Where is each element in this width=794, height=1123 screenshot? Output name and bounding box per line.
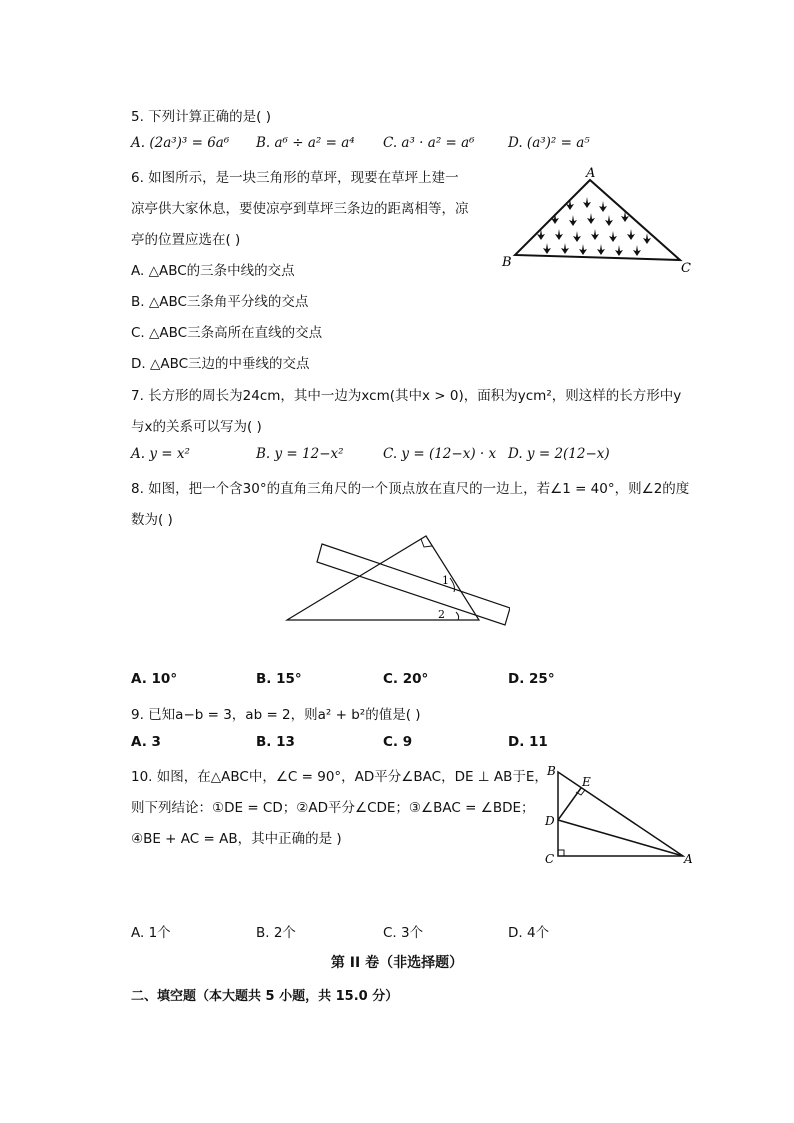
q6-option-a: A. △ABC的三条中线的交点 bbox=[131, 263, 295, 279]
q10-label-c: C bbox=[545, 852, 555, 866]
q9-option-b: B. 13 bbox=[256, 734, 295, 750]
q5-option-a: A. (2a³)³ = 6a⁶ bbox=[131, 135, 230, 151]
angle-2-label: 2 bbox=[438, 608, 445, 621]
q7-stem-line2: 与x的关系可以写为( ) bbox=[131, 419, 262, 435]
q6-option-d: D. △ABC三边的中垂线的交点 bbox=[131, 356, 310, 372]
q9-option-a: A. 3 bbox=[131, 734, 161, 750]
q10-stem-line1: 10. 如图，在△ABC中，∠C = 90°，AD平分∠BAC，DE ⊥ AB于E， bbox=[131, 769, 548, 785]
q9-stem: 9. 已知a−b = 3，ab = 2，则a² + b²的值是( ) bbox=[131, 707, 421, 723]
q9-option-c: C. 9 bbox=[383, 734, 413, 750]
q8-ruler-triangle-figure bbox=[280, 532, 510, 627]
q8-stem-line1: 8. 如图，把一个含30°的直角三角尺的一个顶点放在直尺的一边上，若∠1 = 40°，则∠2的度 bbox=[131, 481, 690, 497]
q10-option-d: D. 4个 bbox=[508, 925, 550, 941]
q6-stem-line3: 亭的位置应选在( ) bbox=[131, 232, 241, 248]
q8-option-c: C. 20° bbox=[383, 671, 429, 687]
q7-option-a: A. y = x² bbox=[131, 446, 190, 462]
q9-option-d: D. 11 bbox=[508, 734, 548, 750]
q6-option-c: C. △ABC三条高所在直线的交点 bbox=[131, 325, 323, 341]
q6-label-c: C bbox=[681, 261, 691, 276]
q10-triangle-figure bbox=[538, 762, 698, 868]
q7-stem-line1: 7. 长方形的周长为24cm，其中一边为xcm(其中x > 0)，面积为ycm²，则这样的长方形中y bbox=[131, 388, 682, 404]
q10-option-a: A. 1个 bbox=[131, 925, 171, 941]
q7-option-c: C. y = (12−x) · x bbox=[383, 446, 497, 462]
q8-stem-line2: 数为( ) bbox=[131, 512, 173, 528]
q6-triangle-figure bbox=[495, 160, 705, 280]
q6-stem-line1: 6. 如图所示，是一块三角形的草坪，现要在草坪上建一 bbox=[131, 170, 459, 186]
q10-option-c: C. 3个 bbox=[383, 925, 424, 941]
angle-1-label: 1 bbox=[442, 574, 449, 587]
q6-label-a: A bbox=[586, 166, 596, 181]
q8-option-a: A. 10° bbox=[131, 671, 178, 687]
q10-stem-line3: ④BE + AC = AB，其中正确的是 ) bbox=[131, 831, 342, 847]
q6-stem-line2: 凉亭供大家休息，要使凉亭到草坪三条边的距离相等，凉 bbox=[131, 201, 469, 217]
q6-label-b: B bbox=[502, 255, 512, 270]
q5-option-b: B. a⁶ ÷ a² = a⁴ bbox=[256, 135, 355, 151]
q10-label-a: A bbox=[684, 852, 693, 866]
section-title: 第 II 卷（非选择题） bbox=[330, 955, 464, 971]
q5-stem: 5. 下列计算正确的是( ) bbox=[131, 109, 271, 125]
q7-option-d: D. y = 2(12−x) bbox=[508, 446, 610, 462]
q8-option-b: B. 15° bbox=[256, 671, 302, 687]
q10-option-b: B. 2个 bbox=[256, 925, 296, 941]
q10-label-d: D bbox=[545, 814, 555, 828]
q8-option-d: D. 25° bbox=[508, 671, 555, 687]
q7-option-b: B. y = 12−x² bbox=[256, 446, 344, 462]
q6-option-b: B. △ABC三条角平分线的交点 bbox=[131, 294, 309, 310]
q10-label-e: E bbox=[582, 775, 591, 789]
q10-stem-line2: 则下列结论：①DE = CD；②AD平分∠CDE；③∠BAC = ∠BDE； bbox=[131, 800, 535, 816]
q5-option-c: C. a³ · a² = a⁶ bbox=[383, 135, 475, 151]
q5-option-d: D. (a³)² = a⁵ bbox=[508, 135, 590, 151]
q10-label-b: B bbox=[547, 764, 556, 778]
grass-pattern-icon bbox=[537, 197, 651, 256]
fill-blank-header: 二、填空题（本大题共 5 小题，共 15.0 分） bbox=[131, 989, 399, 1004]
